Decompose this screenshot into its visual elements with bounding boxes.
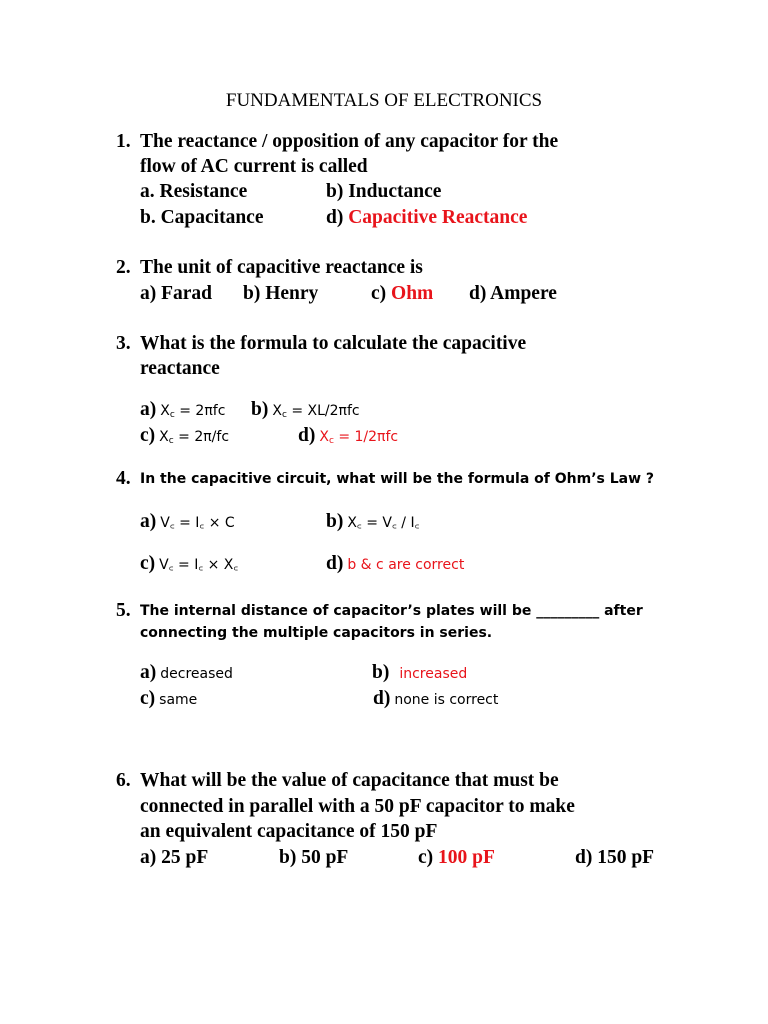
correct-answer: Capacitive Reactance xyxy=(348,207,528,228)
formula: X꜀ = V꜀ / I꜀ xyxy=(347,515,420,531)
question-text-line: flow of AC current is called xyxy=(140,156,368,177)
question-text-line: connecting the multiple capacitors in series. xyxy=(140,625,493,641)
option-d: d) 150 pF xyxy=(575,847,655,868)
option-text: same xyxy=(159,692,198,708)
question-number: 6. xyxy=(116,770,131,791)
option-label: c) xyxy=(140,688,156,709)
option-b: b) 50 pF xyxy=(279,847,349,868)
option-label: b) xyxy=(372,662,390,683)
correct-answer: 100 pF xyxy=(438,847,495,868)
question-number: 3. xyxy=(116,333,131,354)
option-c: b. Capacitance xyxy=(140,207,264,228)
option-label: a) xyxy=(140,399,157,420)
correct-answer: Ohm xyxy=(391,283,434,304)
option-d xyxy=(298,425,398,447)
option-label: c) xyxy=(371,283,387,304)
option-label: a) xyxy=(140,662,157,683)
question-text-line: an equivalent capacitance of 150 pF xyxy=(140,821,438,842)
option-b: b) Henry xyxy=(243,283,319,304)
option-d: d) Ampere xyxy=(469,283,557,304)
option-a xyxy=(140,662,233,684)
option-a: a. Resistance xyxy=(140,181,248,202)
option-label: b) xyxy=(251,399,269,420)
option-text: decreased xyxy=(160,666,233,682)
option-text: none is correct xyxy=(394,692,499,708)
formula: V꜀ = I꜀ × X꜀ xyxy=(159,557,239,573)
option-c xyxy=(418,847,495,869)
option-label: d) xyxy=(298,425,316,446)
question-text-line: What is the formula to calculate the capacitive xyxy=(140,333,527,354)
question-text-line: What will be the value of capacitance that must be xyxy=(140,770,559,791)
option-label: d) xyxy=(326,553,344,574)
question-text-line: The internal distance of capacitor’s plates will be _________ after xyxy=(140,603,643,619)
option-label: b) xyxy=(326,511,344,532)
option-label: d) xyxy=(373,688,391,709)
option-d xyxy=(326,553,464,575)
option-c xyxy=(140,553,238,575)
question-number: 1. xyxy=(116,131,131,152)
question-number: 4. xyxy=(116,468,131,489)
formula: $X_c = 2\pi/fc$ xyxy=(159,429,230,446)
question-number: 5. xyxy=(116,600,131,621)
question-text-line: The unit of capacitive reactance is xyxy=(140,257,423,278)
option-label: c) xyxy=(418,847,434,868)
option-c xyxy=(140,425,229,447)
question-text-line: The reactance / opposition of any capacitor for the xyxy=(140,131,559,152)
correct-answer: $X_c = 1/2\pi fc$ xyxy=(319,429,399,446)
option-c xyxy=(371,283,433,305)
option-a xyxy=(140,511,235,533)
option-label: c) xyxy=(140,553,156,574)
option-label: a) xyxy=(140,511,157,532)
formula: $X_c = 2\pi fc$ xyxy=(160,403,226,420)
page-title: FUNDAMENTALS OF ELECTRONICS xyxy=(225,90,543,111)
option-a: a) Farad xyxy=(140,283,213,304)
option-a xyxy=(140,399,225,421)
correct-answer: increased xyxy=(399,666,468,682)
formula: V꜀ = I꜀ × C xyxy=(160,515,235,531)
question-text-line: connected in parallel with a 50 pF capacitor to make xyxy=(140,796,575,817)
question-number: 2. xyxy=(116,257,131,278)
option-label: d) xyxy=(326,207,344,228)
option-a: a) 25 pF xyxy=(140,847,209,868)
option-b xyxy=(326,511,419,533)
option-b: b) Inductance xyxy=(326,181,442,202)
question-text-line: reactance xyxy=(140,358,220,379)
option-d xyxy=(373,688,498,710)
option-c xyxy=(140,688,197,710)
formula: $X_c = XL/2\pi fc$ xyxy=(272,403,360,420)
option-b xyxy=(372,662,467,684)
option-b xyxy=(251,399,360,421)
option-d xyxy=(326,207,527,229)
correct-answer: b & c are correct xyxy=(347,557,465,573)
option-label: c) xyxy=(140,425,156,446)
question-text-line: In the capacitive circuit, what will be the formula of Ohm’s Law ? xyxy=(140,471,655,487)
